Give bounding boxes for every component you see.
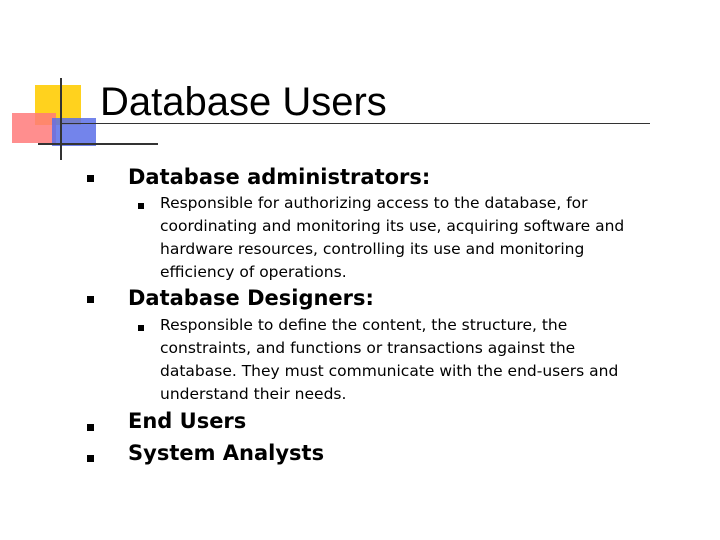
sub-bullet-designers-description xyxy=(160,314,700,406)
sub-bullet-dba-description xyxy=(160,192,700,284)
sub-bullet-square-icon xyxy=(138,203,144,209)
bullet-square-icon xyxy=(87,455,94,462)
bullet-database-designers: Database Designers: xyxy=(128,286,374,310)
text-line: constraints, and functions or transactions against the xyxy=(160,339,576,357)
bullet-square-icon xyxy=(87,175,94,182)
slide-title: Database Users xyxy=(100,80,387,124)
bullet-end-users: End Users xyxy=(128,409,247,433)
text-line: hardware resources, controlling its use and monitoring xyxy=(160,240,585,258)
bullet-square-icon xyxy=(87,424,94,431)
decorative-horizontal-line xyxy=(38,143,158,145)
decorative-vertical-line xyxy=(60,78,62,160)
text-line: coordinating and monitoring its use, acquiring software and xyxy=(160,217,625,235)
text-line: understand their needs. xyxy=(160,385,347,403)
text-line: efficiency of operations. xyxy=(160,263,347,281)
text-line: Responsible for authorizing access to the database, for xyxy=(160,194,588,212)
bullet-system-analysts: System Analysts xyxy=(128,441,325,465)
sub-bullet-square-icon xyxy=(138,325,144,331)
bullet-database-administrators: Database administrators: xyxy=(128,165,431,189)
text-line: database. They must communicate with the end-users and xyxy=(160,362,619,380)
decorative-pink-square xyxy=(12,113,56,143)
text-line: Responsible to define the content, the structure, the xyxy=(160,316,568,334)
bullet-square-icon xyxy=(87,296,94,303)
